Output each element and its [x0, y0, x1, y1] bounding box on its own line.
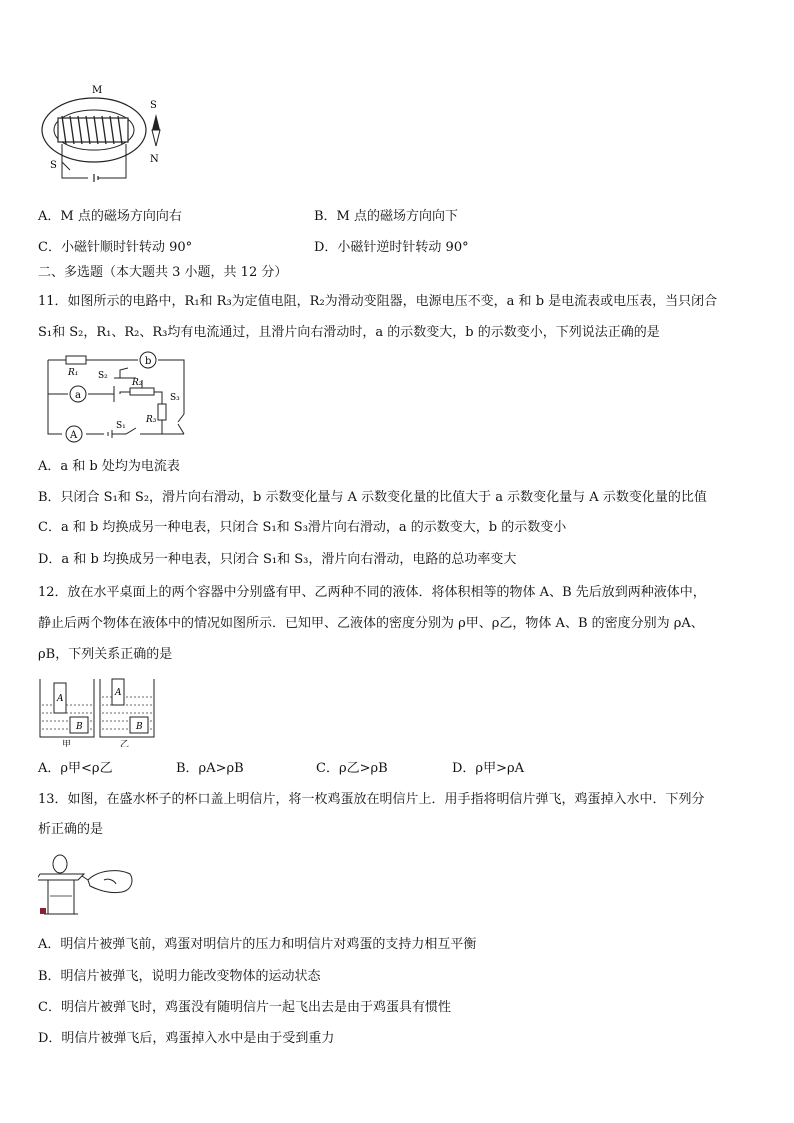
- point-m-label: M: [92, 85, 103, 96]
- q10-option-a[interactable]: A．M 点的磁场方向向右: [38, 209, 182, 224]
- q13-option-c[interactable]: C．明信片被弹飞时，鸡蛋没有随明信片一起飞出去是由于鸡蛋具有惯性: [38, 1000, 451, 1015]
- egg-icon: [53, 855, 67, 873]
- ammeter-label: A: [70, 430, 78, 441]
- q13-option-a[interactable]: A．明信片被弹飞前，鸡蛋对明信片的压力和明信片对鸡蛋的支持力相互平衡: [38, 937, 477, 952]
- object-a1-label: A: [57, 694, 64, 704]
- q12-stem-line2: 静止后两个物体在液体中的情况如图所示．已知甲、乙液体的密度分别为 ρ甲、ρ乙，物体 A、B 的密度分别为 ρA、: [38, 616, 704, 631]
- object-a2-label: A: [115, 688, 122, 698]
- q12-stem-line3: ρB，下列关系正确的是: [38, 647, 173, 662]
- s1-label: S₁: [116, 421, 126, 431]
- q11-option-c[interactable]: C．a 和 b 均换成另一种电表，只闭合 S₁和 S₃滑片向右滑动，a 的示数变大，b 的示数变小: [38, 520, 567, 535]
- q10-option-d[interactable]: D．小磁针逆时针转动 90°: [314, 240, 469, 255]
- meter-a-label: a: [75, 390, 81, 401]
- q12-option-b[interactable]: B．ρA>ρB: [176, 761, 244, 776]
- q12-stem-line1: 12．放在水平桌面上的两个容器中分别盛有甲、乙两种不同的液体．将体积相等的物体 A、B 先后放到两种液体中，: [38, 585, 706, 600]
- s3-label: S₃: [170, 393, 180, 403]
- r1-label: R₁: [68, 368, 79, 378]
- r3-label: R₃: [146, 415, 157, 425]
- meter-b-label: b: [145, 356, 152, 367]
- compass-needle-icon: [152, 114, 160, 146]
- object-b1-label: B: [76, 722, 83, 732]
- q11-option-b[interactable]: B．只闭合 S₁和 S₂，滑片向右滑动，b 示数变化量与 A 示数变化量的比值大于 a 示数变化量与 A 示数变化量的比值: [38, 490, 707, 505]
- q13-egg-cup-figure: [38, 850, 138, 920]
- switch-s-label: S: [50, 160, 57, 171]
- q12-option-d[interactable]: D．ρ甲>ρA: [452, 761, 524, 776]
- section-heading: 二、多选题（本大题共 3 小题，共 12 分）: [38, 265, 288, 280]
- q10-option-b[interactable]: B．M 点的磁场方向向下: [314, 209, 458, 224]
- q13-option-b[interactable]: B．明信片被弹飞，说明力能改变物体的运动状态: [38, 969, 321, 984]
- q12-option-c[interactable]: C．ρ乙>ρB: [316, 761, 388, 776]
- s2-label: S₂: [98, 371, 108, 381]
- q12-containers-figure: [38, 675, 158, 747]
- container-jia-label: 甲: [62, 740, 72, 747]
- q12-option-a[interactable]: A．ρ甲<ρ乙: [38, 761, 113, 776]
- needle-s-label: S: [150, 100, 157, 111]
- q10-option-c[interactable]: C．小磁针顺时针转动 90°: [38, 240, 193, 255]
- q11-circuit-figure: [40, 348, 190, 443]
- q13-stem-line1: 13．如图，在盛水杯子的杯口盖上明信片，将一枚鸡蛋放在明信片上．用手指将明信片弹飞，鸡蛋掉入水中．下列分: [38, 792, 705, 807]
- q13-stem-line2: 析正确的是: [38, 822, 104, 837]
- q13-option-d[interactable]: D．明信片被弹飞后，鸡蛋掉入水中是由于受到重力: [38, 1031, 335, 1046]
- q11-option-a[interactable]: A．a 和 b 处均为电流表: [38, 459, 180, 474]
- hand-icon: [82, 871, 132, 893]
- object-b2-label: B: [136, 722, 143, 732]
- q11-stem-line1: 11．如图所示的电路中，R₁和 R₃为定值电阻，R₂为滑动变阻器，电源电压不变，a 和 b 是电流表或电压表，当只闭合: [38, 294, 718, 309]
- container-yi-label: 乙: [120, 740, 130, 747]
- q11-stem-line2: S₁和 S₂，R₁、R₂、R₃均有电流通过，且滑片向右滑动时，a 的示数变大，b 的示数变小，下列说法正确的是: [38, 325, 660, 340]
- solenoid-figure: [38, 80, 188, 190]
- needle-n-label: N: [150, 154, 159, 165]
- q11-option-d[interactable]: D．a 和 b 均换成另一种电表，只闭合 S₁和 S₃，滑片向右滑动，电路的总功率变大: [38, 552, 517, 567]
- r2-label: R₂: [132, 378, 143, 388]
